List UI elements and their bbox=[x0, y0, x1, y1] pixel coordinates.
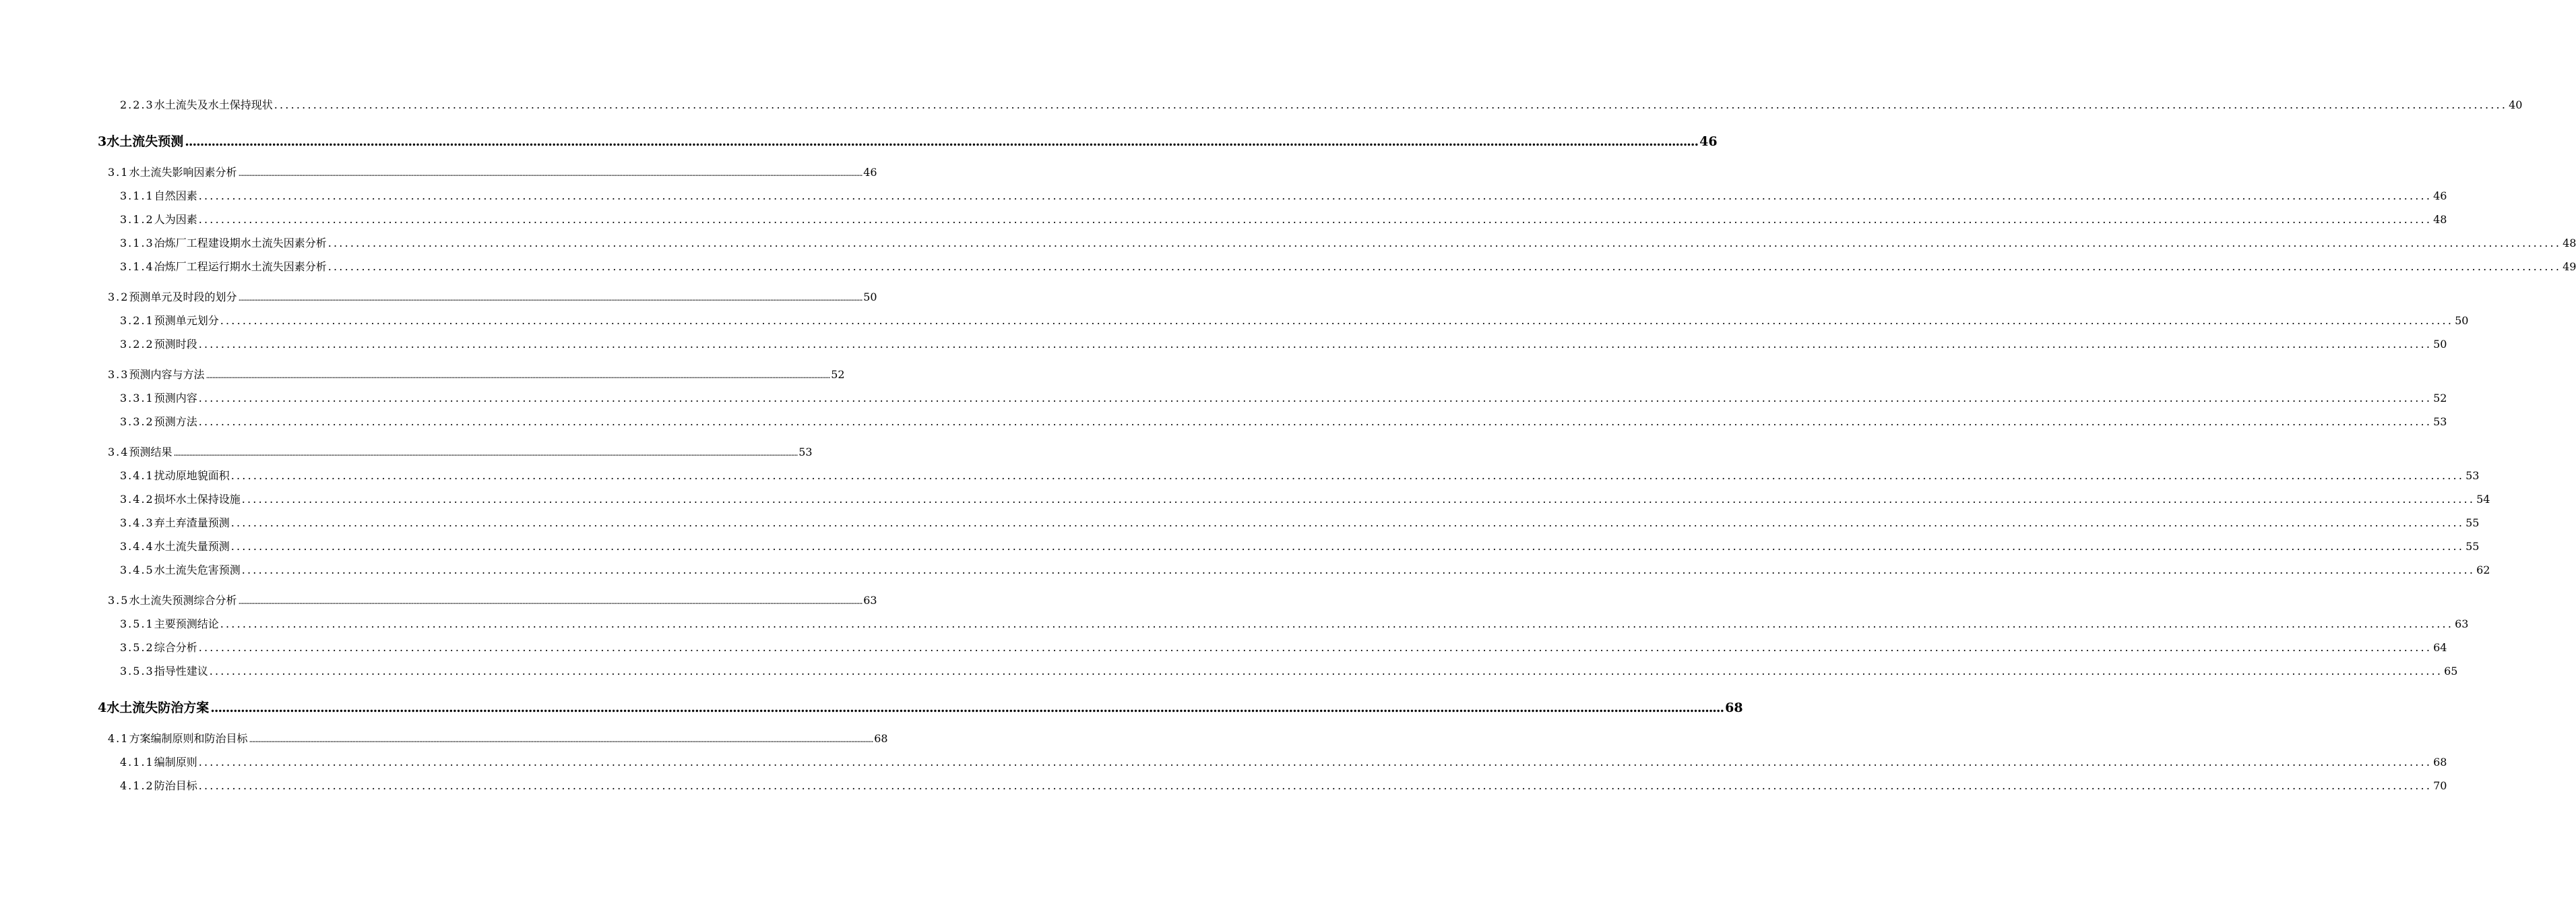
dot-leader: ................................................................................................................................................................................................................................................................................................................................................................................................................ bbox=[249, 735, 873, 744]
toc-entry-page: 64 bbox=[2433, 641, 2447, 654]
toc-section-page: 50 bbox=[863, 291, 877, 303]
toc-entry-number: 3.3.2 bbox=[120, 415, 154, 428]
toc-entry-title: 综合分析 bbox=[154, 641, 197, 654]
toc-entry[interactable] bbox=[120, 493, 2490, 506]
dot-leader: ................................................................................................................................................................................................................................................................................................................................................................................................................ bbox=[198, 338, 2432, 351]
toc-entry-number: 3.1.2 bbox=[120, 213, 154, 226]
dot-leader: ................................................................................................................................................................................................................................................................................................................................................................................................................ bbox=[210, 700, 1724, 715]
toc-section[interactable] bbox=[108, 368, 845, 381]
toc-entry-title: 防治目标 bbox=[154, 779, 197, 792]
toc-entry[interactable] bbox=[120, 189, 2447, 202]
toc-entry-number: 3.4.2 bbox=[120, 493, 154, 506]
toc-entry-number: 3.1.1 bbox=[120, 189, 154, 202]
toc-entry-number: 3.4.1 bbox=[120, 469, 154, 482]
dot-leader: ................................................................................................................................................................................................................................................................................................................................................................................................................ bbox=[198, 415, 2432, 428]
toc-entry[interactable] bbox=[120, 756, 2447, 768]
toc-entry-title: 水土流失量预测 bbox=[154, 540, 230, 553]
toc-entry-number: 3.2.2 bbox=[120, 338, 154, 351]
toc-entry-title: 预测方法 bbox=[154, 415, 197, 428]
toc-entry-page: 49 bbox=[2563, 260, 2576, 273]
toc-entry-number: 2.2.3 bbox=[120, 98, 154, 111]
toc-section-number: 3.2 bbox=[108, 291, 129, 303]
toc-entry-page: 63 bbox=[2455, 617, 2469, 630]
toc-section-page: 53 bbox=[798, 446, 813, 458]
toc-entry-page: 48 bbox=[2433, 213, 2447, 226]
toc-section[interactable] bbox=[108, 291, 877, 303]
toc-entry[interactable] bbox=[120, 540, 2480, 553]
toc-entry-page: 50 bbox=[2433, 338, 2447, 351]
toc-section[interactable] bbox=[108, 446, 813, 458]
toc-section-page: 52 bbox=[831, 368, 845, 381]
toc-entry[interactable] bbox=[120, 779, 2447, 792]
toc-entry-number: 3.4.5 bbox=[120, 564, 154, 576]
dot-leader: ................................................................................................................................................................................................................................................................................................................................................................................................................ bbox=[230, 516, 2465, 529]
toc-section-title: 预测单元及时段的划分 bbox=[129, 291, 237, 303]
toc-entry[interactable] bbox=[120, 98, 2523, 111]
toc-entry-title: 人为因素 bbox=[154, 213, 197, 226]
toc-entry-page: 46 bbox=[2433, 189, 2447, 202]
toc-entry[interactable] bbox=[120, 213, 2447, 226]
dot-leader: ................................................................................................................................................................................................................................................................................................................................................................................................................ bbox=[241, 493, 2476, 506]
toc-entry-page: 68 bbox=[2433, 756, 2447, 768]
toc-entry-page: 48 bbox=[2563, 237, 2576, 249]
toc-entry-page: 53 bbox=[2433, 415, 2447, 428]
toc-entry-number: 3.1.3 bbox=[120, 237, 154, 249]
toc-entry-page: 40 bbox=[2509, 98, 2523, 111]
toc-entry-title: 主要预测结论 bbox=[154, 617, 219, 630]
toc-section-page: 63 bbox=[863, 594, 877, 607]
toc-entry-title: 弃土弃渣量预测 bbox=[154, 516, 230, 529]
dot-leader: ................................................................................................................................................................................................................................................................................................................................................................................................................ bbox=[327, 260, 2562, 273]
dot-leader: ................................................................................................................................................................................................................................................................................................................................................................................................................ bbox=[209, 665, 2443, 677]
toc-entry[interactable] bbox=[120, 338, 2447, 351]
toc-section-page: 68 bbox=[874, 732, 888, 745]
dot-leader: ................................................................................................................................................................................................................................................................................................................................................................................................................ bbox=[220, 617, 2454, 630]
toc-chapter[interactable] bbox=[98, 134, 1718, 149]
toc-entry-title: 指导性建议 bbox=[154, 665, 208, 677]
toc-entry-title: 冶炼厂工程建设期水土流失因素分析 bbox=[154, 237, 327, 249]
toc-entry-title: 损坏水土保持设施 bbox=[154, 493, 241, 506]
toc-section-title: 水土流失预测综合分析 bbox=[129, 594, 237, 607]
toc-entry-number: 3.1.4 bbox=[120, 260, 154, 273]
toc-chapter[interactable] bbox=[98, 700, 1743, 715]
toc-entry-page: 53 bbox=[2465, 469, 2480, 482]
dot-leader: ................................................................................................................................................................................................................................................................................................................................................................................................................ bbox=[173, 448, 798, 458]
toc-chapter-title: 水土流失预测 bbox=[106, 134, 184, 149]
toc-entry-title: 编制原则 bbox=[154, 756, 197, 768]
toc-section-number: 3.5 bbox=[108, 594, 129, 607]
toc-entry-number: 3.4.3 bbox=[120, 516, 154, 529]
dot-leader: ................................................................................................................................................................................................................................................................................................................................................................................................................ bbox=[238, 169, 862, 178]
toc-entry-title: 水土流失及水土保持现状 bbox=[154, 98, 273, 111]
dot-leader: ................................................................................................................................................................................................................................................................................................................................................................................................................ bbox=[198, 641, 2432, 654]
dot-leader: ................................................................................................................................................................................................................................................................................................................................................................................................................ bbox=[198, 779, 2432, 792]
toc-entry-title: 水土流失危害预测 bbox=[154, 564, 241, 576]
toc-entry-title: 冶炼厂工程运行期水土流失因素分析 bbox=[154, 260, 327, 273]
toc-entry-page: 52 bbox=[2433, 392, 2447, 404]
dot-leader: ................................................................................................................................................................................................................................................................................................................................................................................................................ bbox=[198, 756, 2432, 768]
toc-section-title: 预测内容与方法 bbox=[129, 368, 205, 381]
toc-entry[interactable] bbox=[120, 665, 2458, 677]
toc-entry-number: 4.1.1 bbox=[120, 756, 154, 768]
toc-entry-number: 3.5.1 bbox=[120, 617, 154, 630]
toc-entry[interactable] bbox=[120, 314, 2469, 327]
toc-entry[interactable] bbox=[120, 392, 2447, 404]
dot-leader: ................................................................................................................................................................................................................................................................................................................................................................................................................ bbox=[198, 392, 2432, 404]
toc-section[interactable] bbox=[108, 166, 877, 179]
toc-entry[interactable] bbox=[120, 237, 2576, 249]
toc-entry-number: 3.5.3 bbox=[120, 665, 154, 677]
toc-chapter-page: 46 bbox=[1699, 134, 1718, 149]
toc-entry-title: 预测时段 bbox=[154, 338, 197, 351]
toc-section[interactable] bbox=[108, 594, 877, 607]
toc-entry[interactable] bbox=[120, 415, 2447, 428]
toc-entry-page: 50 bbox=[2455, 314, 2469, 327]
toc-entry[interactable] bbox=[120, 564, 2490, 576]
toc-entry-title: 预测单元划分 bbox=[154, 314, 219, 327]
dot-leader: ................................................................................................................................................................................................................................................................................................................................................................................................................ bbox=[185, 134, 1699, 149]
dot-leader: ................................................................................................................................................................................................................................................................................................................................................................................................................ bbox=[230, 469, 2465, 482]
toc-entry[interactable] bbox=[120, 260, 2576, 273]
toc-entry-title: 自然因素 bbox=[154, 189, 197, 202]
toc-entry[interactable] bbox=[120, 469, 2480, 482]
toc-entry-number: 3.2.1 bbox=[120, 314, 154, 327]
toc-entry-number: 3.3.1 bbox=[120, 392, 154, 404]
toc-section[interactable] bbox=[108, 732, 888, 745]
toc-section-number: 4.1 bbox=[108, 732, 129, 745]
toc-section-title: 预测结果 bbox=[129, 446, 172, 458]
toc-entry-number: 3.5.2 bbox=[120, 641, 154, 654]
dot-leader: ................................................................................................................................................................................................................................................................................................................................................................................................................ bbox=[241, 564, 2476, 576]
toc-entry-page: 70 bbox=[2433, 779, 2447, 792]
toc-entry-page: 62 bbox=[2476, 564, 2490, 576]
toc-section-title: 水土流失影响因素分析 bbox=[129, 166, 237, 179]
toc-entry-title: 预测内容 bbox=[154, 392, 197, 404]
dot-leader: ................................................................................................................................................................................................................................................................................................................................................................................................................ bbox=[198, 213, 2432, 226]
dot-leader: ................................................................................................................................................................................................................................................................................................................................................................................................................ bbox=[238, 293, 862, 303]
toc-entry-page: 55 bbox=[2465, 540, 2480, 553]
toc-chapter-number: 3 bbox=[98, 134, 107, 149]
dot-leader: ................................................................................................................................................................................................................................................................................................................................................................................................................ bbox=[220, 314, 2454, 327]
toc-entry-page: 65 bbox=[2444, 665, 2458, 677]
toc-entry-number: 3.4.4 bbox=[120, 540, 154, 553]
dot-leader: ................................................................................................................................................................................................................................................................................................................................................................................................................ bbox=[206, 371, 830, 380]
toc-section-number: 3.3 bbox=[108, 368, 129, 381]
toc-section-number: 3.1 bbox=[108, 166, 129, 179]
toc-entry-title: 扰动原地貌面积 bbox=[154, 469, 230, 482]
dot-leader: ................................................................................................................................................................................................................................................................................................................................................................................................................ bbox=[238, 597, 862, 606]
toc-section-title: 方案编制原则和防治目标 bbox=[129, 732, 248, 745]
toc-entry[interactable] bbox=[120, 516, 2480, 529]
toc-entry[interactable] bbox=[120, 617, 2469, 630]
dot-leader: ................................................................................................................................................................................................................................................................................................................................................................................................................ bbox=[230, 540, 2465, 553]
toc-chapter-title: 水土流失防治方案 bbox=[106, 700, 210, 715]
toc-entry-page: 54 bbox=[2476, 493, 2490, 506]
toc-section-number: 3.4 bbox=[108, 446, 129, 458]
toc-entry-page: 55 bbox=[2465, 516, 2480, 529]
dot-leader: ................................................................................................................................................................................................................................................................................................................................................................................................................ bbox=[327, 237, 2562, 249]
toc-chapter-page: 68 bbox=[1725, 700, 1743, 715]
toc-entry-number: 4.1.2 bbox=[120, 779, 154, 792]
toc-entry[interactable] bbox=[120, 641, 2447, 654]
toc-chapter-number: 4 bbox=[98, 700, 107, 715]
dot-leader: ................................................................................................................................................................................................................................................................................................................................................................................................................ bbox=[198, 189, 2432, 202]
toc-section-page: 46 bbox=[863, 166, 877, 179]
dot-leader: ................................................................................................................................................................................................................................................................................................................................................................................................................ bbox=[274, 98, 2508, 111]
